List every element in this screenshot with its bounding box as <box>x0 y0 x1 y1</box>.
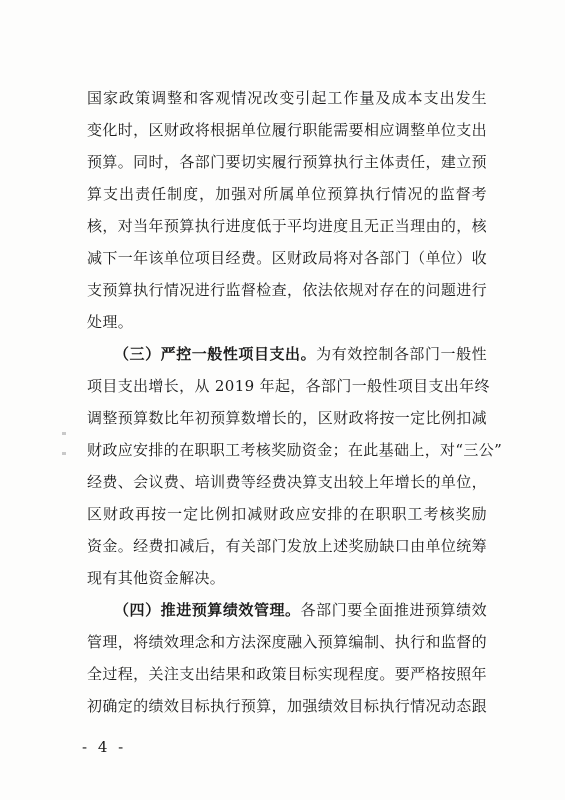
text-line: 减下一年该单位项目经费。区财政局将对各部门（单位）收 <box>87 249 487 267</box>
text-line: 全过程，关注支出结果和政策目标实现程度。要严格按照年 <box>87 665 487 683</box>
text-line: 国家政策调整和客观情况改变引起工作量及成本支出发生 <box>87 89 487 107</box>
text-line: 管理，将绩效理念和方法深度融入预算编制、执行和监督的 <box>87 633 487 651</box>
text-line: 区财政再按一定比例扣减财政应安排的在职职工考核奖励 <box>87 505 487 523</box>
text-line: 初确定的绩效目标执行预算，加强绩效目标执行情况动态跟 <box>87 697 487 715</box>
text-line: 资金。经费扣减后，有关部门发放上述奖励缺口由单位统筹 <box>87 537 487 555</box>
text-line: 算支出责任制度，加强对所属单位预算执行情况的监督考 <box>87 185 487 203</box>
text-line: 核，对当年预算执行进度低于平均进度且无正当理由的，核 <box>87 217 487 235</box>
text-line: 项目支出增长，从 2019 年起，各部门一般性项目支出年终 <box>87 377 490 395</box>
text-line: 调整预算数比年初预算数增长的，区财政将按一定比例扣减 <box>87 409 487 427</box>
binding-mark <box>62 432 66 435</box>
binding-mark <box>62 452 66 455</box>
section-heading: （四）推进预算绩效管理。 <box>114 601 301 619</box>
body-text <box>87 82 503 722</box>
page-number: - 4 - <box>82 738 127 756</box>
text-line: 经费、会议费、培训费等经费决算支出较上年增长的单位， <box>87 473 487 491</box>
text-line: 现有其他资金解决。 <box>87 569 226 587</box>
text-run: 为有效控制各部门一般性 <box>316 345 487 363</box>
text-line: 处理。 <box>87 313 134 331</box>
text-line: 财政应安排的在职职工考核奖励资金；在此基础上，对“三公” <box>87 441 503 459</box>
section-heading-line <box>87 338 487 370</box>
section-heading: （三）严控一般性项目支出。 <box>114 345 317 363</box>
text-run: 各部门要全面推进预算绩效 <box>300 601 488 619</box>
text-line: 变化时，区财政将根据单位履行职能需要相应调整单位支出 <box>87 121 487 139</box>
section-heading-line <box>87 594 487 626</box>
text-line: 预算。同时，各部门要切实履行预算执行主体责任，建立预 <box>87 153 487 171</box>
text-line: 支预算执行情况进行监督检查，依法依规对存在的问题进行 <box>87 281 487 299</box>
